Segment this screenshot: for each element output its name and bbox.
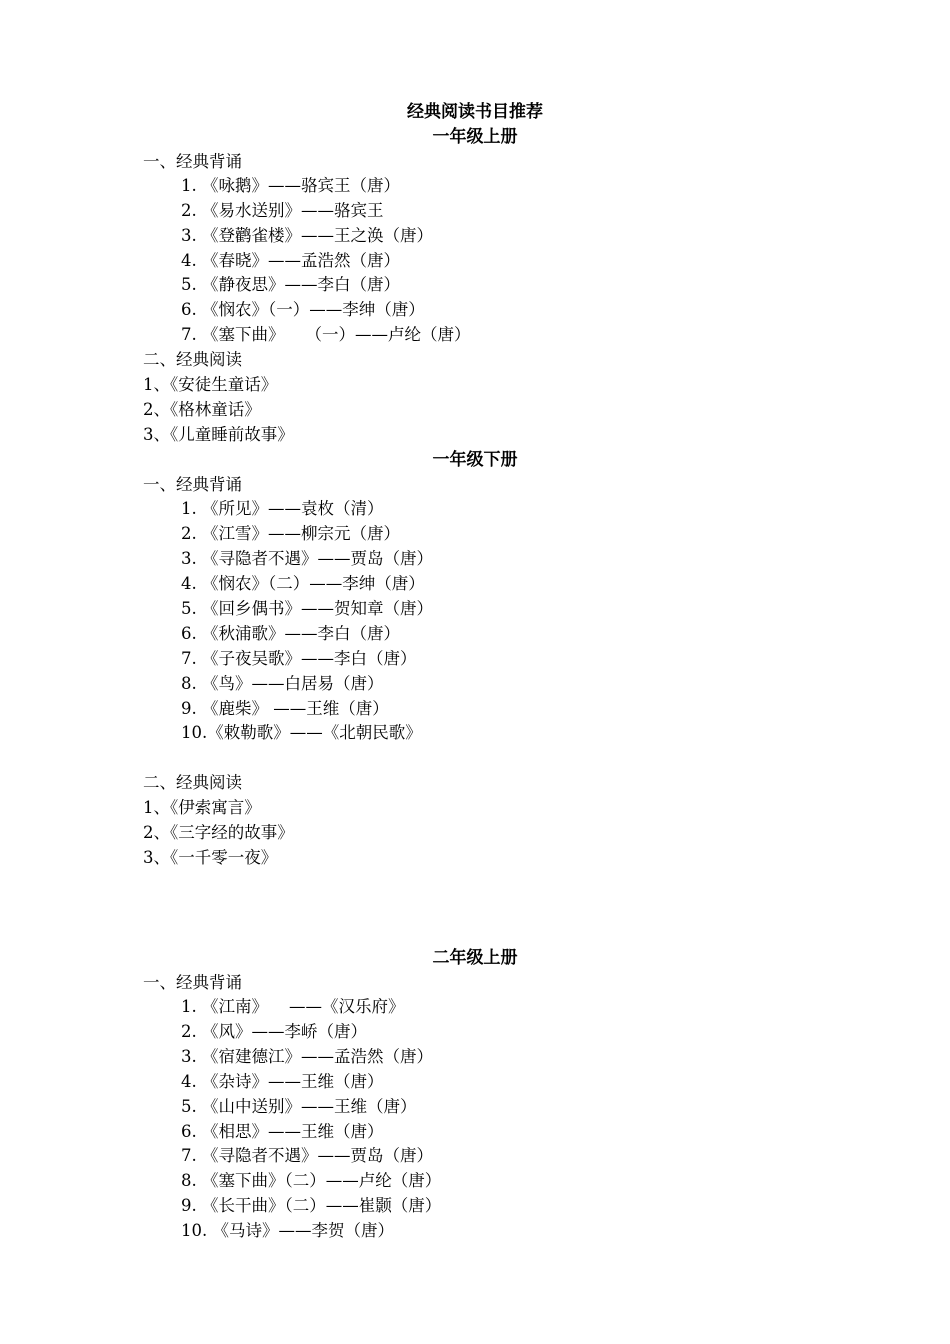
recite-item: 9. 《长干曲》（二）——崔颢（唐） bbox=[181, 1196, 442, 1215]
recite-item: 10. 《马诗》——李贺（唐） bbox=[181, 1221, 394, 1240]
read-item: 3、《儿童睡前故事》 bbox=[143, 425, 294, 444]
recite-item: 3. 《寻隐者不遇》——贾岛（唐） bbox=[181, 549, 433, 568]
recite-item: 10.《敕勒歌》——《北朝民歌》 bbox=[181, 723, 422, 742]
recite-item: 1. 《咏鹅》——骆宾王（唐） bbox=[181, 176, 400, 195]
recite-item: 8. 《鸟》——白居易（唐） bbox=[181, 674, 384, 693]
recite-item: 7. 《塞下曲》 （一）——卢纶（唐） bbox=[181, 325, 471, 344]
read-item: 3、《一千零一夜》 bbox=[143, 848, 278, 867]
recite-item: 5. 《静夜思》——李白（唐） bbox=[181, 275, 400, 294]
recite-item: 2. 《易水送别》——骆宾王 bbox=[181, 201, 384, 220]
recite-item: 1. 《所见》——袁枚（清） bbox=[181, 499, 384, 518]
recite-item: 2. 《风》——李峤（唐） bbox=[181, 1022, 367, 1041]
read-item: 2、《格林童话》 bbox=[143, 400, 261, 419]
recite-heading: 一、经典背诵 bbox=[143, 152, 242, 171]
recite-item: 9. 《鹿柴》 ——王维（唐） bbox=[181, 699, 389, 718]
recite-item: 4. 《杂诗》——王维（唐） bbox=[181, 1072, 384, 1091]
recite-item: 7. 《子夜吴歌》——李白（唐） bbox=[181, 649, 417, 668]
read-heading: 二、经典阅读 bbox=[143, 773, 242, 792]
read-item: 2、《三字经的故事》 bbox=[143, 823, 294, 842]
document-title: 经典阅读书目推荐 bbox=[407, 102, 543, 122]
grade-heading: 一年级上册 bbox=[432, 127, 518, 147]
read-item: 1、《安徒生童话》 bbox=[143, 375, 278, 394]
recite-item: 6. 《悯农》（一）——李绅（唐） bbox=[181, 300, 425, 319]
recite-item: 6. 《相思》——王维（唐） bbox=[181, 1122, 384, 1141]
recite-heading: 一、经典背诵 bbox=[143, 973, 242, 992]
recite-item: 4. 《春晓》——孟浩然（唐） bbox=[181, 251, 400, 270]
read-heading: 二、经典阅读 bbox=[143, 350, 242, 369]
grade-heading: 二年级上册 bbox=[432, 948, 518, 968]
recite-item: 1. 《江南》 ——《汉乐府》 bbox=[181, 997, 405, 1016]
recite-item: 2. 《江雪》——柳宗元（唐） bbox=[181, 524, 400, 543]
recite-item: 3. 《宿建德江》——孟浩然（唐） bbox=[181, 1047, 433, 1066]
recite-item: 5. 《山中送别》——王维（唐） bbox=[181, 1097, 417, 1116]
recite-item: 5. 《回乡偶书》——贺知章（唐） bbox=[181, 599, 433, 618]
recite-item: 6. 《秋浦歌》——李白（唐） bbox=[181, 624, 400, 643]
recite-item: 8. 《塞下曲》（二）——卢纶（唐） bbox=[181, 1171, 442, 1190]
recite-item: 7. 《寻隐者不遇》——贾岛（唐） bbox=[181, 1146, 433, 1165]
recite-item: 4. 《悯农》（二）——李绅（唐） bbox=[181, 574, 425, 593]
read-item: 1、《伊索寓言》 bbox=[143, 798, 261, 817]
recite-heading: 一、经典背诵 bbox=[143, 475, 242, 494]
recite-item: 3. 《登鹳雀楼》——王之涣（唐） bbox=[181, 226, 433, 245]
grade-heading: 一年级下册 bbox=[432, 450, 518, 470]
